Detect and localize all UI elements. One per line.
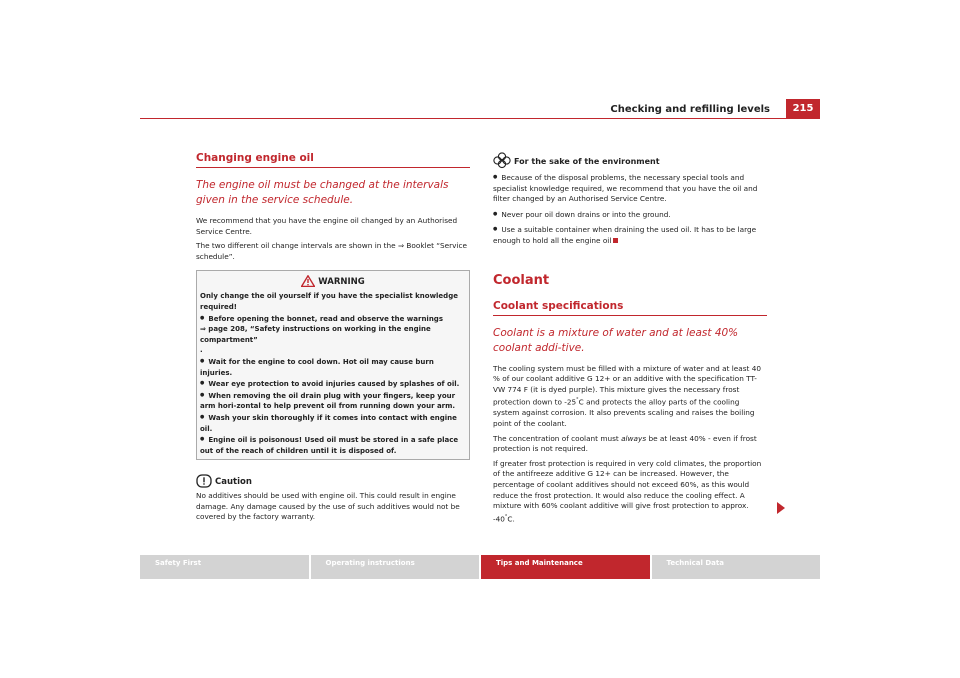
footer-tabs xyxy=(140,555,820,579)
degree-sign: ° xyxy=(504,513,508,520)
caution-title: Caution xyxy=(215,477,252,488)
text-cooling-system-cont: C and protects the alloy parts of the cooling system against corrosion. It also prevents scaling and raises the boiling point of the coolant. xyxy=(493,397,755,428)
warning-item: ● Before opening the bonnet, read and observe the warnings xyxy=(200,313,466,325)
end-of-section-mark xyxy=(613,238,618,243)
warning-page-link[interactable]: ⇒ page 208, “Safety instructions on working in the engine compartment” xyxy=(200,325,431,344)
paragraph-intervals xyxy=(196,241,470,262)
next-page-arrow-icon[interactable] xyxy=(777,502,785,514)
warning-triangle-icon xyxy=(301,275,315,287)
left-column xyxy=(196,152,470,523)
warning-box xyxy=(196,270,470,460)
environment-item xyxy=(493,224,767,246)
paragraph-cooling-system xyxy=(493,364,767,430)
text-concentration-cont: be at least 40% - even if frost protection is not required. xyxy=(493,433,757,454)
text-cooling-system: The cooling system must be filled with a mixture of water and at least 40 % of our coolant additive G 12+ or an additive with the specification TT-VW 774 F (it is dyed purple). This mixture gives the necessary frost protection down to -25 xyxy=(493,363,762,407)
paragraph-frost-protection xyxy=(493,459,767,525)
paragraph-recommend: We recommend that you have the engine oil changed by an Authorised Service Centre. xyxy=(196,216,458,236)
page-number: 215 xyxy=(786,99,820,119)
warning-item: ● Engine oil is poisonous! Used oil must be stored in a safe place out of the reach of children until it is disposed of. xyxy=(200,434,466,456)
warning-title: WARNING xyxy=(318,277,365,288)
environment-header xyxy=(493,152,767,169)
degree-sign: ° xyxy=(576,397,579,404)
warning-header xyxy=(200,275,466,287)
warning-item: ● When removing the oil drain plug with your fingers, keep your arm hori-zontal to help prevent oil from running down your arm. xyxy=(200,390,466,412)
tab-tips-and-maintenance[interactable]: Tips and Maintenance xyxy=(481,555,650,579)
tab-operating-instructions[interactable]: Operating instructions xyxy=(311,555,480,579)
header-rule xyxy=(140,118,820,119)
paragraph-concentration xyxy=(493,434,767,455)
section-subtitle-engine-oil: The engine oil must be changed at the intervals given in the service schedule. xyxy=(196,179,449,206)
tab-safety-first[interactable]: Safety First xyxy=(140,555,309,579)
environment-item-text: Use a suitable container when draining the used oil. It has to be large enough to hold all the engine oil xyxy=(493,225,757,245)
right-column xyxy=(493,152,767,525)
warning-item: ● Wear eye protection to avoid injuries caused by splashes of oil. xyxy=(200,378,466,390)
caution-icon xyxy=(196,474,212,488)
warning-item: ● Wait for the engine to cool down. Hot oil may cause burn injuries. xyxy=(200,356,466,378)
section-subtitle-coolant: Coolant is a mixture of water and at least 40% coolant addi-tive. xyxy=(493,326,739,354)
caution-text: No additives should be used with engine oil. This could result in engine damage. Any damage caused by the use of such additives would not be covered by the factory warranty. xyxy=(196,491,460,522)
page-header-title: Checking and refilling levels xyxy=(610,104,770,115)
tab-technical-data[interactable]: Technical Data xyxy=(652,555,821,579)
text-frost-protection: If greater frost protection is required in very cold climates, the proportion of the antifreeze additive G 12+ can be increased. However, the percentage of coolant additives should not exceed 60%, as this would reduce the frost protection. It would also reduce the cooling effect. A mixture with 60% coolant additive will give frost protection to approx. -40 xyxy=(493,458,762,524)
environment-title: For the sake of the environment xyxy=(514,157,660,166)
warning-item: ● Wash your skin thoroughly if it comes into contact with engine oil. xyxy=(200,412,466,434)
section-title-coolant-specs: Coolant specifications xyxy=(493,300,767,316)
environment-item: ● Because of the disposal problems, the necessary special tools and specialist knowledge required, we recommend that you have the oil and filter changed by an Authorised Service Centre. xyxy=(493,172,767,205)
warning-item-dot: . xyxy=(200,346,203,355)
text-concentration: The concentration of coolant must xyxy=(493,433,622,443)
chapter-title-coolant: Coolant xyxy=(493,272,550,288)
warning-intro: Only change the oil yourself if you have the specialist knowledge required! xyxy=(200,292,458,311)
text-always: always xyxy=(621,433,647,443)
caution-header xyxy=(196,474,470,488)
environment-flower-icon xyxy=(493,152,511,169)
environment-item: ● Never pour oil down drains or into the ground. xyxy=(493,209,767,221)
booklet-link[interactable]: ⇒ Booklet “Service schedule”. xyxy=(196,241,468,261)
section-title-engine-oil: Changing engine oil xyxy=(196,152,470,168)
text-intervals: The two different oil change intervals are shown in the xyxy=(196,241,398,251)
text-frost-protection-cont: C. xyxy=(507,514,515,524)
